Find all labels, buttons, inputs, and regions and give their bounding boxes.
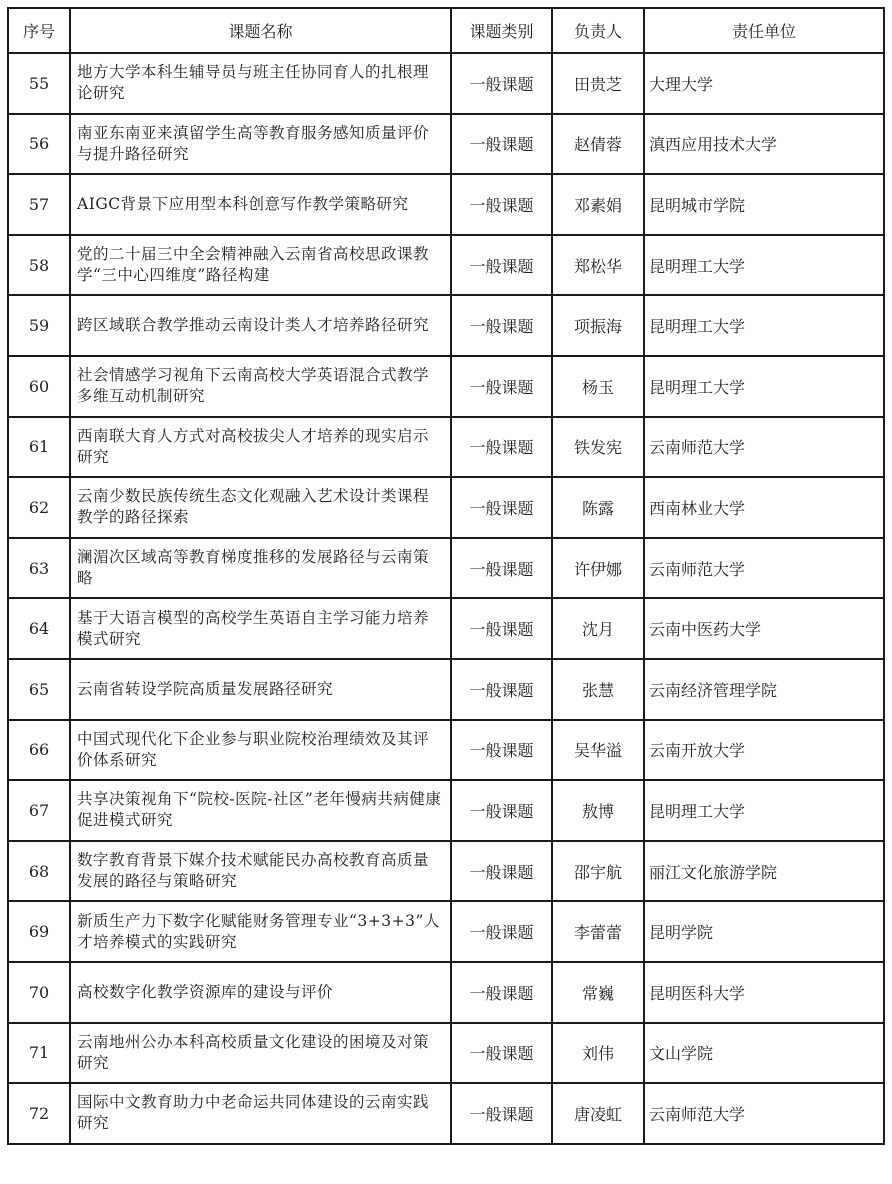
cell-type: 一般课题 [451,841,552,902]
table-header-row [8,8,884,53]
header-no: 序号 [8,8,70,53]
table-row [8,841,884,902]
cell-person: 刘伟 [552,1023,644,1084]
table-row [8,720,884,781]
cell-title: 云南省转设学院高质量发展路径研究 [70,659,451,720]
cell-type: 一般课题 [451,356,552,417]
cell-no: 70 [8,962,70,1023]
cell-person: 张慧 [552,659,644,720]
cell-no: 72 [8,1083,70,1144]
cell-no: 63 [8,538,70,599]
cell-person: 赵倩蓉 [552,114,644,175]
cell-person: 杨玉 [552,356,644,417]
cell-unit: 昆明理工大学 [644,356,884,417]
cell-title: 新质生产力下数字化赋能财务管理专业“3+3+3”人才培养模式的实践研究 [70,901,451,962]
table-row [8,1083,884,1144]
table-row [8,538,884,599]
cell-person: 项振海 [552,295,644,356]
cell-type: 一般课题 [451,659,552,720]
table-row [8,174,884,235]
cell-type: 一般课题 [451,295,552,356]
cell-unit: 云南师范大学 [644,538,884,599]
cell-unit: 昆明理工大学 [644,780,884,841]
table-row [8,1023,884,1084]
cell-person: 邓素娟 [552,174,644,235]
cell-no: 65 [8,659,70,720]
cell-no: 69 [8,901,70,962]
cell-unit: 昆明医科大学 [644,962,884,1023]
project-list-table [7,7,885,1145]
cell-unit: 云南师范大学 [644,417,884,478]
cell-no: 71 [8,1023,70,1084]
cell-title: 基于大语言模型的高校学生英语自主学习能力培养模式研究 [70,598,451,659]
cell-person: 唐凌虹 [552,1083,644,1144]
cell-title: 数字教育背景下媒介技术赋能民办高校教育高质量发展的路径与策略研究 [70,841,451,902]
cell-title: AIGC背景下应用型本科创意写作教学策略研究 [70,174,451,235]
cell-type: 一般课题 [451,962,552,1023]
header-person: 负责人 [552,8,644,53]
cell-unit: 西南林业大学 [644,477,884,538]
cell-no: 55 [8,53,70,114]
cell-type: 一般课题 [451,1023,552,1084]
cell-no: 64 [8,598,70,659]
cell-title: 国际中文教育助力中老命运共同体建设的云南实践研究 [70,1083,451,1144]
cell-person: 吴华溢 [552,720,644,781]
cell-no: 68 [8,841,70,902]
cell-unit: 大理大学 [644,53,884,114]
cell-type: 一般课题 [451,417,552,478]
table-row [8,901,884,962]
cell-person: 郑松华 [552,235,644,296]
cell-type: 一般课题 [451,477,552,538]
cell-type: 一般课题 [451,53,552,114]
cell-unit: 丽江文化旅游学院 [644,841,884,902]
cell-title: 澜湄次区域高等教育梯度推移的发展路径与云南策略 [70,538,451,599]
cell-unit: 云南师范大学 [644,1083,884,1144]
cell-person: 田贵芝 [552,53,644,114]
table-row [8,53,884,114]
cell-type: 一般课题 [451,538,552,599]
cell-person: 铁发宪 [552,417,644,478]
cell-title: 西南联大育人方式对高校拔尖人才培养的现实启示研究 [70,417,451,478]
cell-title: 高校数字化教学资源库的建设与评价 [70,962,451,1023]
header-title: 课题名称 [70,8,451,53]
cell-title: 党的二十届三中全会精神融入云南省高校思政课教学“三中心四维度”路径构建 [70,235,451,296]
cell-type: 一般课题 [451,780,552,841]
cell-unit: 云南开放大学 [644,720,884,781]
cell-title: 跨区域联合教学推动云南设计类人才培养路径研究 [70,295,451,356]
cell-person: 李蕾蕾 [552,901,644,962]
cell-unit: 昆明理工大学 [644,235,884,296]
table-row [8,295,884,356]
table-row [8,235,884,296]
cell-person: 常巍 [552,962,644,1023]
project-list-table-wrapper [7,7,885,1145]
cell-no: 61 [8,417,70,478]
table-row [8,962,884,1023]
cell-unit: 昆明理工大学 [644,295,884,356]
cell-type: 一般课题 [451,720,552,781]
cell-person: 许伊娜 [552,538,644,599]
table-row [8,114,884,175]
cell-title: 云南少数民族传统生态文化观融入艺术设计类课程教学的路径探索 [70,477,451,538]
cell-no: 66 [8,720,70,781]
cell-unit: 云南经济管理学院 [644,659,884,720]
cell-type: 一般课题 [451,598,552,659]
table-row [8,417,884,478]
cell-type: 一般课题 [451,174,552,235]
cell-no: 62 [8,477,70,538]
cell-no: 56 [8,114,70,175]
cell-no: 59 [8,295,70,356]
cell-title: 南亚东南亚来滇留学生高等教育服务感知质量评价与提升路径研究 [70,114,451,175]
cell-title: 云南地州公办本科高校质量文化建设的困境及对策研究 [70,1023,451,1084]
cell-title: 地方大学本科生辅导员与班主任协同育人的扎根理论研究 [70,53,451,114]
cell-type: 一般课题 [451,235,552,296]
table-row [8,477,884,538]
table-row [8,659,884,720]
cell-no: 60 [8,356,70,417]
cell-type: 一般课题 [451,1083,552,1144]
cell-unit: 云南中医药大学 [644,598,884,659]
cell-title: 共享决策视角下“院校-医院-社区”老年慢病共病健康促进模式研究 [70,780,451,841]
cell-type: 一般课题 [451,114,552,175]
cell-title: 社会情感学习视角下云南高校大学英语混合式教学多维互动机制研究 [70,356,451,417]
cell-unit: 文山学院 [644,1023,884,1084]
table-body [8,53,884,1144]
table-row [8,356,884,417]
cell-person: 敖博 [552,780,644,841]
table-row [8,598,884,659]
cell-unit: 滇西应用技术大学 [644,114,884,175]
cell-title: 中国式现代化下企业参与职业院校治理绩效及其评价体系研究 [70,720,451,781]
cell-unit: 昆明学院 [644,901,884,962]
cell-unit: 昆明城市学院 [644,174,884,235]
table-row [8,780,884,841]
header-unit: 责任单位 [644,8,884,53]
cell-type: 一般课题 [451,901,552,962]
cell-person: 沈月 [552,598,644,659]
cell-no: 67 [8,780,70,841]
cell-person: 邵宇航 [552,841,644,902]
cell-person: 陈露 [552,477,644,538]
cell-no: 58 [8,235,70,296]
cell-no: 57 [8,174,70,235]
header-type: 课题类别 [451,8,552,53]
